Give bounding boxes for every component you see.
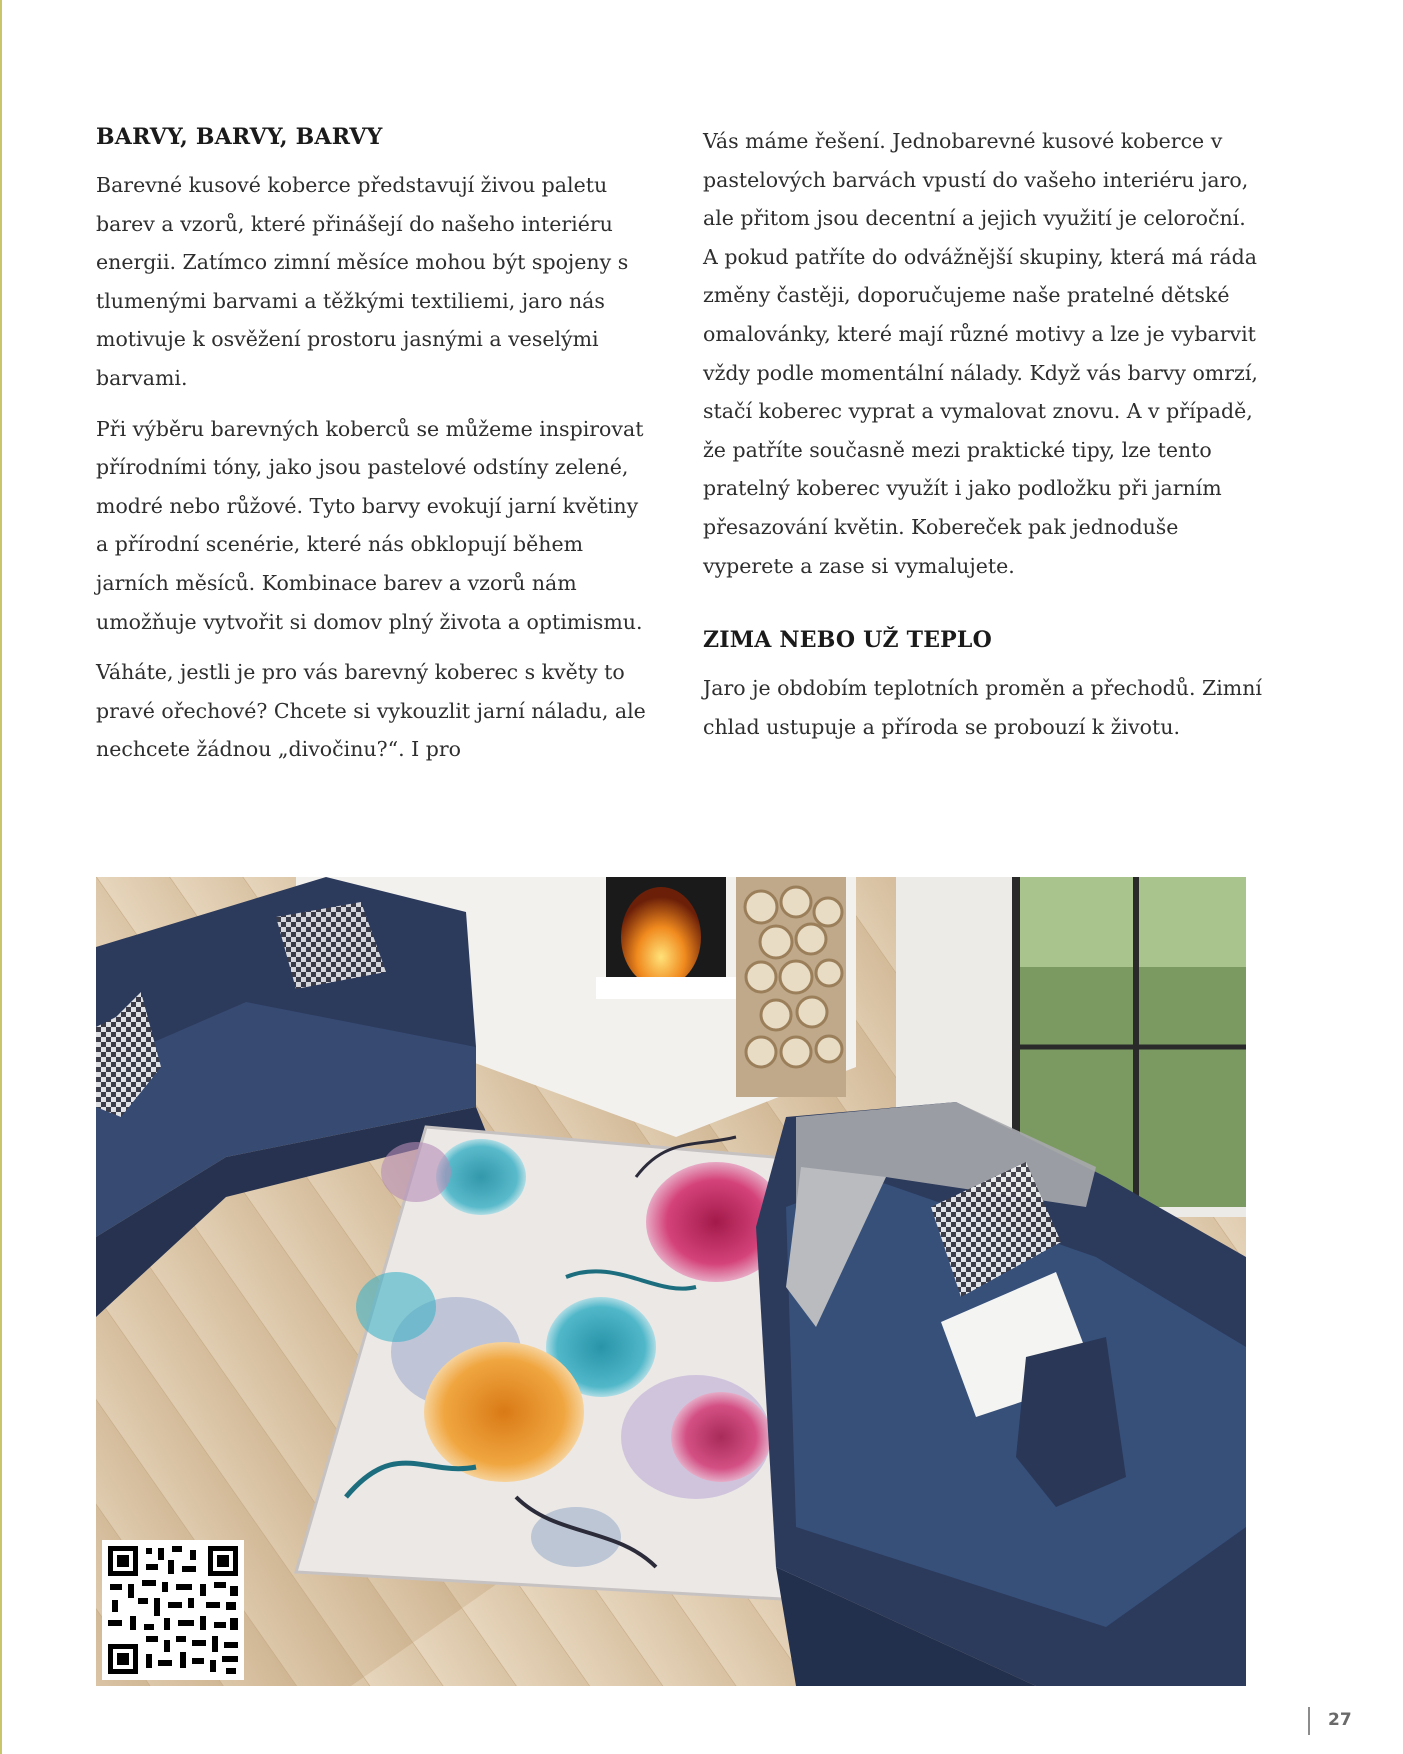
left-column (96, 122, 656, 781)
rug-living-room-photo (96, 877, 1246, 1686)
section-heading-colors: BARVY, BARVY, BARVY (96, 124, 383, 150)
paragraph-continued: Vás máme řešení. Jednobarevné kusové koberce v pastelových barvách vpustí do vašeho interiéru jaro, ale přitom jsou decentní a jejich využití je celoroční. A pokud patříte do odvážnější skupiny, která má ráda změny častěji, doporučujeme naše pratelné dětské omalovánky, které mají různé motivy a lze je vybarvit vždy podle momentální nálady. Když vás barvy omrzí, stačí koberec vyprat a vymalovat znovu. A v případě, že patříte současně mezi praktické tipy, lze tento pratelný koberec využít i jako podložku při jarním přesazování květin. Kobereček pak jednoduše vyperete a zase si vymalujete. (703, 129, 1258, 578)
right-column (703, 122, 1263, 758)
fireplace-mantle (596, 977, 736, 999)
room-illustration (96, 877, 1246, 1686)
qr-code-icon[interactable] (102, 1540, 244, 1680)
qr-code-graphic (102, 1540, 244, 1680)
firewood-stack (736, 877, 846, 1097)
section-heading-winter: ZIMA NEBO UŽ TEPLO (703, 627, 992, 654)
page-number: 27 (1328, 1710, 1352, 1730)
fire (621, 887, 701, 987)
page-number-divider (1308, 1707, 1310, 1735)
paragraph: Jaro je obdobím teplotních proměn a přechodů. Zimní chlad ustupuje a příroda se probouzí k životu. (703, 676, 1262, 739)
paragraph: Váháte, jestli je pro vás barevný koberec s květy to pravé ořechové? Chcete si vykouzlit jarní náladu, ale nechcete žádnou „divočinu?“. I pro (96, 660, 646, 762)
paragraph: Při výběru barevných koberců se můžeme inspirovat přírodními tóny, jako jsou pastelové odstíny zelené, modré nebo růžové. Tyto barvy evokují jarní květiny a přírodní scenérie, které nás obklopují během jarních měsíců. Kombinace barev a vzorů nám umožňuje vytvořit si domov plný života a optimismu. (96, 416, 644, 634)
paragraph: Barevné kusové koberce představují živou paletu barev a vzorů, které přinášejí do našeho interiéru energii. Zatímco zimní měsíce mohou být spojeny s tlumenými barvami a těžkými textiliemi, jaro nás motivuje k osvěžení prostoru jasnými a veselými barvami. (96, 173, 629, 390)
page-edge-rule (0, 0, 2, 1754)
